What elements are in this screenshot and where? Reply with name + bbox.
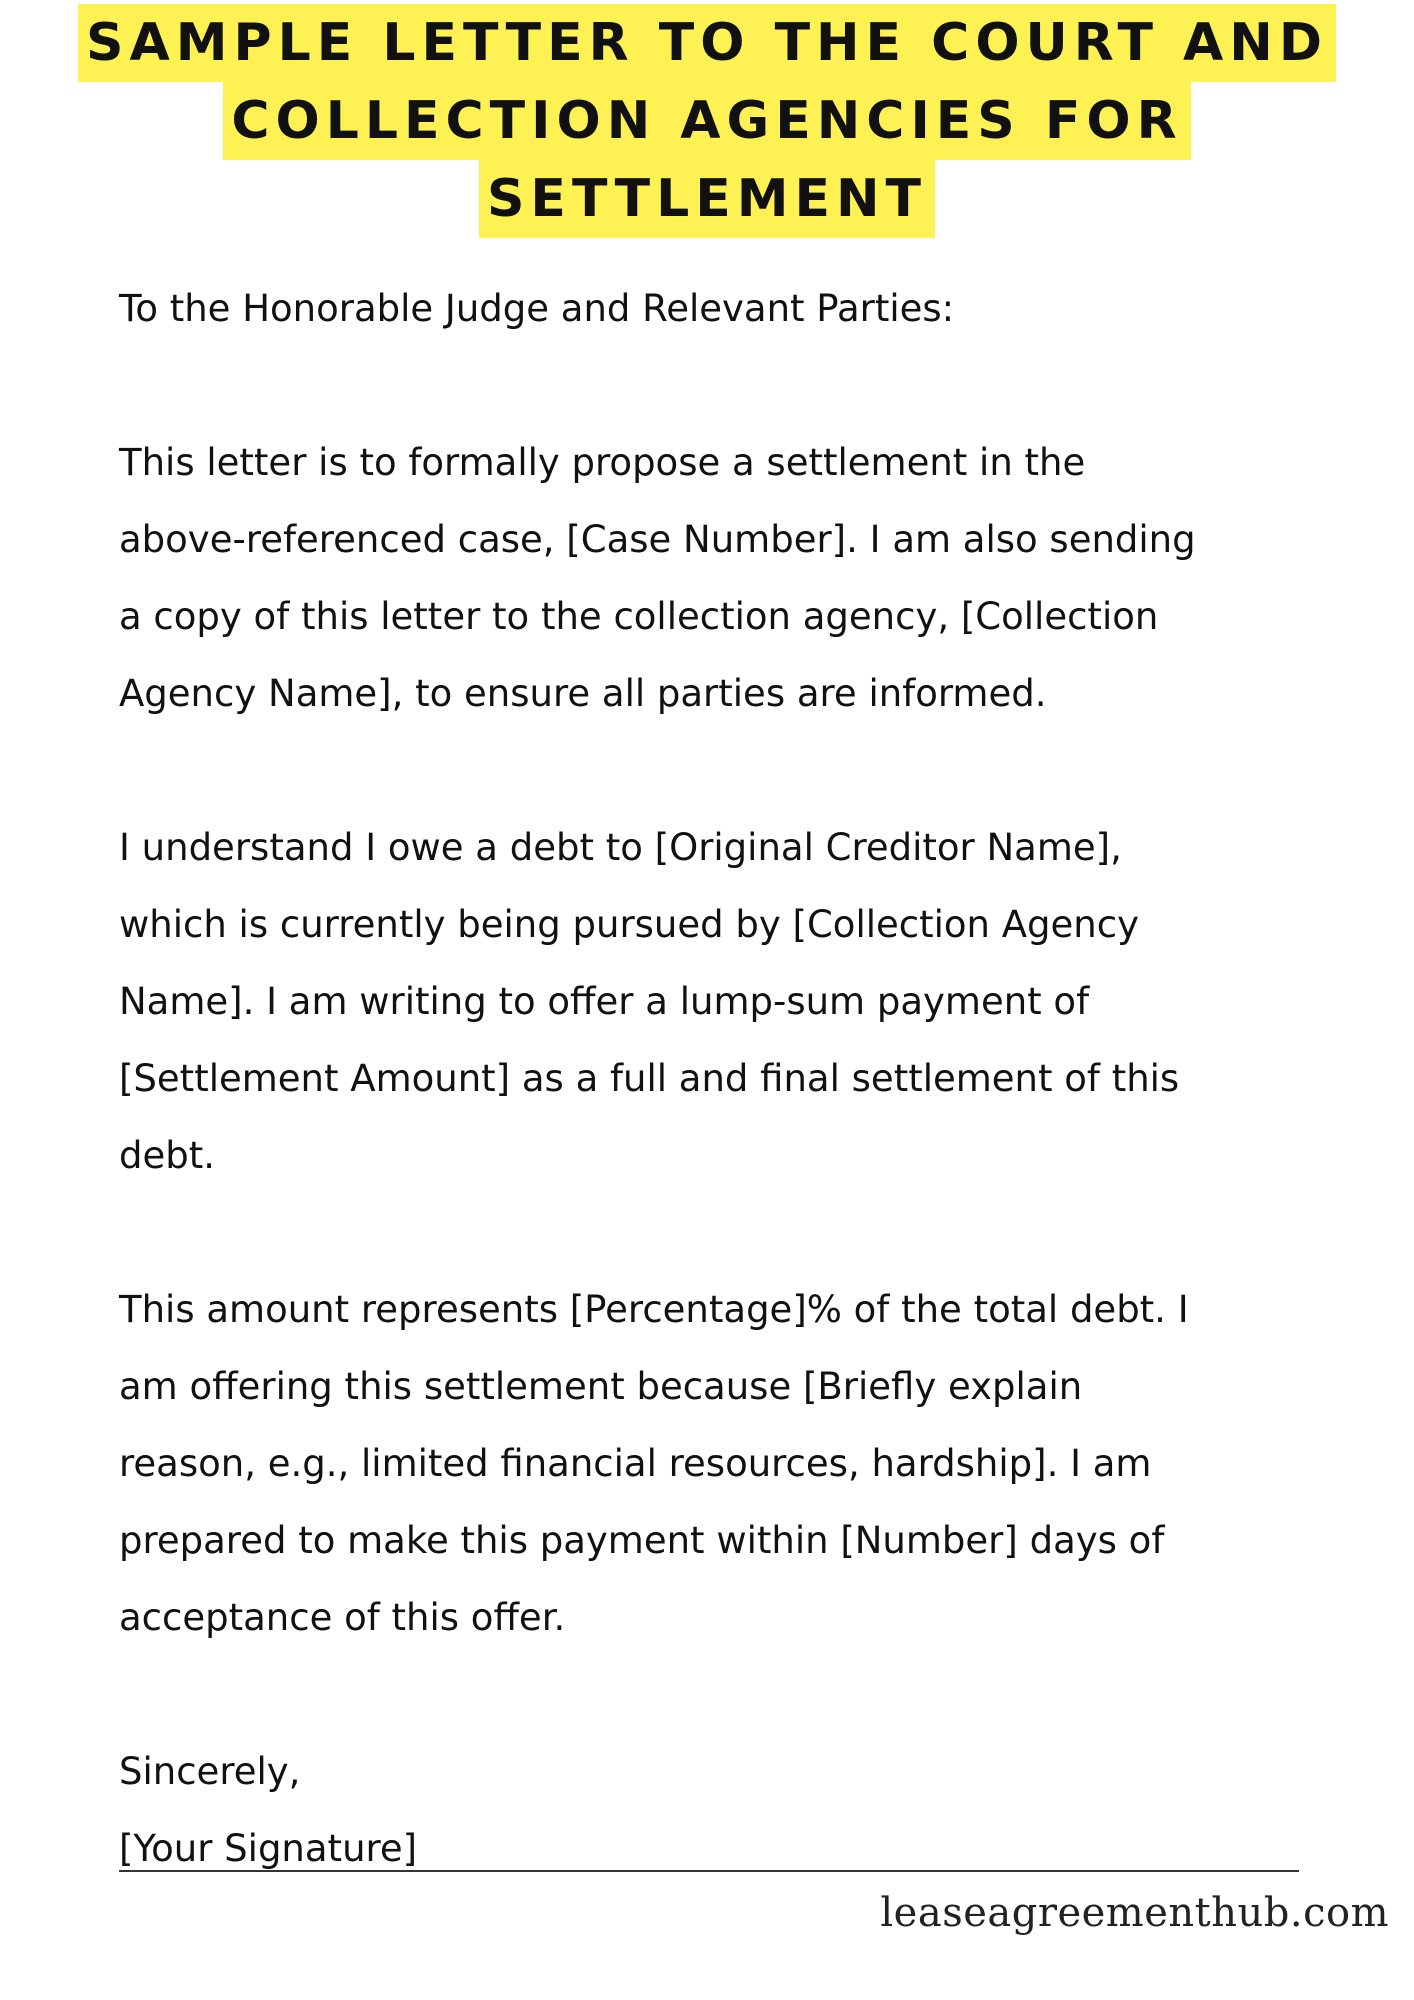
title-line-1: SAMPLE LETTER TO THE COURT AND (78, 4, 1336, 82)
footer-website: leaseagreementhub.com (880, 1890, 1389, 1936)
closing-text: Sincerely, (119, 1750, 301, 1793)
paragraph-line: Agency Name], to ensure all parties are informed. (119, 672, 1047, 715)
paragraph-3 (119, 1271, 1359, 1656)
paragraph-1 (119, 424, 1359, 732)
signature-line (119, 1870, 1299, 1872)
paragraph-line: This letter is to formally propose a settlement in the (119, 441, 1086, 484)
paragraph-line: debt. (119, 1134, 216, 1177)
paragraph-line: which is currently being pursued by [Collection Agency (119, 903, 1139, 946)
paragraph-line: am offering this settlement because [Briefly explain (119, 1365, 1083, 1408)
closing (119, 1733, 1359, 1887)
paragraph-line: above-referenced case, [Case Number]. I am also sending (119, 518, 1196, 561)
paragraph-line: Name]. I am writing to offer a lump-sum payment of (119, 980, 1090, 1023)
paragraph-2 (119, 809, 1359, 1194)
title-line-2: COLLECTION AGENCIES FOR (223, 82, 1190, 160)
salutation: To the Honorable Judge and Relevant Parties: (119, 287, 955, 330)
title-line-3: SETTLEMENT (479, 160, 935, 238)
paragraph-line: acceptance of this offer. (119, 1596, 566, 1639)
signature-placeholder: [Your Signature] (119, 1827, 418, 1870)
paragraph-line: I understand I owe a debt to [Original Creditor Name], (119, 826, 1122, 869)
paragraph-line: a copy of this letter to the collection agency, [Collection (119, 595, 1159, 638)
paragraph-line: [Settlement Amount] as a full and final settlement of this (119, 1057, 1180, 1100)
letter-body (119, 270, 1359, 1887)
paragraph-line: prepared to make this payment within [Number] days of (119, 1519, 1165, 1562)
document-title (0, 4, 1414, 238)
paragraph-line: reason, e.g., limited financial resources, hardship]. I am (119, 1442, 1152, 1485)
paragraph-line: This amount represents [Percentage]% of the total debt. I (119, 1288, 1189, 1331)
